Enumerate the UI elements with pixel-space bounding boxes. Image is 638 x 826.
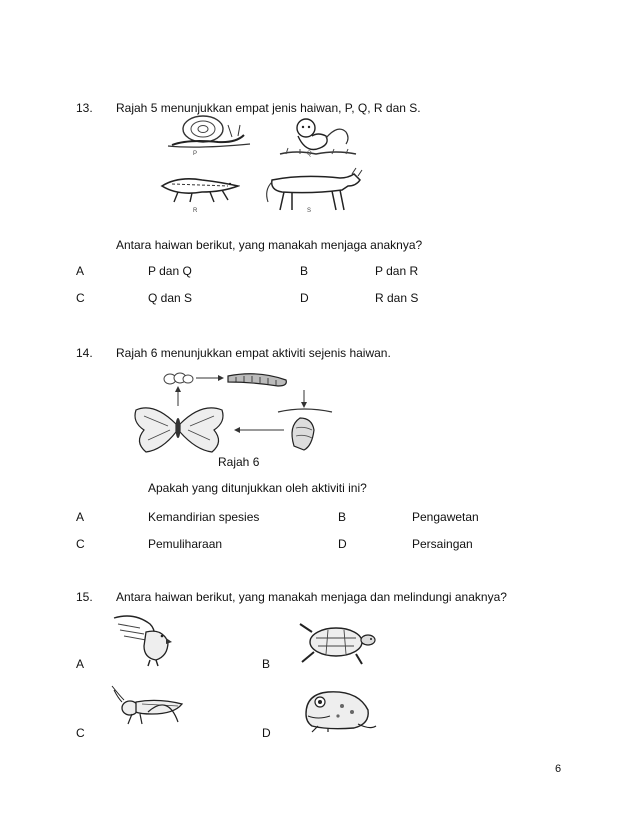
- q13-option-c-letter: C: [76, 291, 85, 305]
- q14-option-a-text: Kemandirian spesies: [148, 510, 260, 524]
- q15-option-d-letter: D: [262, 726, 271, 740]
- q15-stem: Antara haiwan berikut, yang manakah menjaga dan melindungi anaknya?: [116, 590, 507, 604]
- q13-option-d-text: R dan S: [375, 291, 419, 305]
- crocodile-image: [158, 172, 240, 206]
- q13-label-p: P: [193, 151, 198, 157]
- eagle-image: [110, 612, 174, 668]
- q13-option-d-letter: D: [300, 291, 309, 305]
- q14-option-a-letter: A: [76, 510, 85, 524]
- q13-option-a-letter: A: [76, 264, 85, 278]
- q14-figure-caption: Rajah 6: [218, 455, 260, 469]
- q14-option-d-text: Persaingan: [412, 537, 473, 551]
- caterpillar-icon: [228, 374, 286, 386]
- q14-option-b-letter: B: [338, 510, 347, 524]
- q13-option-c-text: Q dan S: [148, 291, 193, 305]
- cow-image: [262, 166, 364, 212]
- q13-label-s: S: [307, 208, 312, 214]
- q13-label-q: Q: [307, 151, 312, 157]
- page-number: 6: [555, 763, 562, 775]
- monkey-image: [276, 114, 360, 158]
- grasshopper-image: [108, 684, 188, 728]
- turtle-image: [298, 620, 378, 666]
- q14-option-b-text: Pengawetan: [412, 510, 479, 524]
- q14-option-c-letter: C: [76, 537, 85, 551]
- pupa-icon: [292, 418, 314, 450]
- q14-question: Apakah yang ditunjukkan oleh aktiviti ini?: [148, 481, 367, 495]
- q15-number: 15.: [76, 590, 93, 604]
- q13-option-a-text: P dan Q: [148, 264, 192, 278]
- frog-image: [298, 684, 378, 734]
- q15-option-b-letter: B: [262, 657, 271, 671]
- q14-option-d-letter: D: [338, 537, 347, 551]
- eggs-icon: [164, 373, 193, 384]
- q14-stem: Rajah 6 menunjukkan empat aktiviti sejenis haiwan.: [116, 346, 391, 360]
- q14-option-c-text: Pemuliharaan: [148, 537, 223, 551]
- q13-number: 13.: [76, 101, 93, 115]
- butterfly-icon: [135, 408, 223, 452]
- q13-option-b-text: P dan R: [375, 264, 419, 278]
- life-cycle-diagram: [128, 366, 350, 458]
- q13-label-r: R: [193, 208, 198, 214]
- q13-option-b-letter: B: [300, 264, 309, 278]
- q15-option-c-letter: C: [76, 726, 85, 740]
- q15-option-a-letter: A: [76, 657, 85, 671]
- q13-question: Antara haiwan berikut, yang manakah menjaga anaknya?: [116, 238, 423, 252]
- q13-stem: Rajah 5 menunjukkan empat jenis haiwan, P, Q, R dan S.: [116, 101, 421, 115]
- snail-image: [158, 113, 254, 155]
- q14-number: 14.: [76, 346, 93, 360]
